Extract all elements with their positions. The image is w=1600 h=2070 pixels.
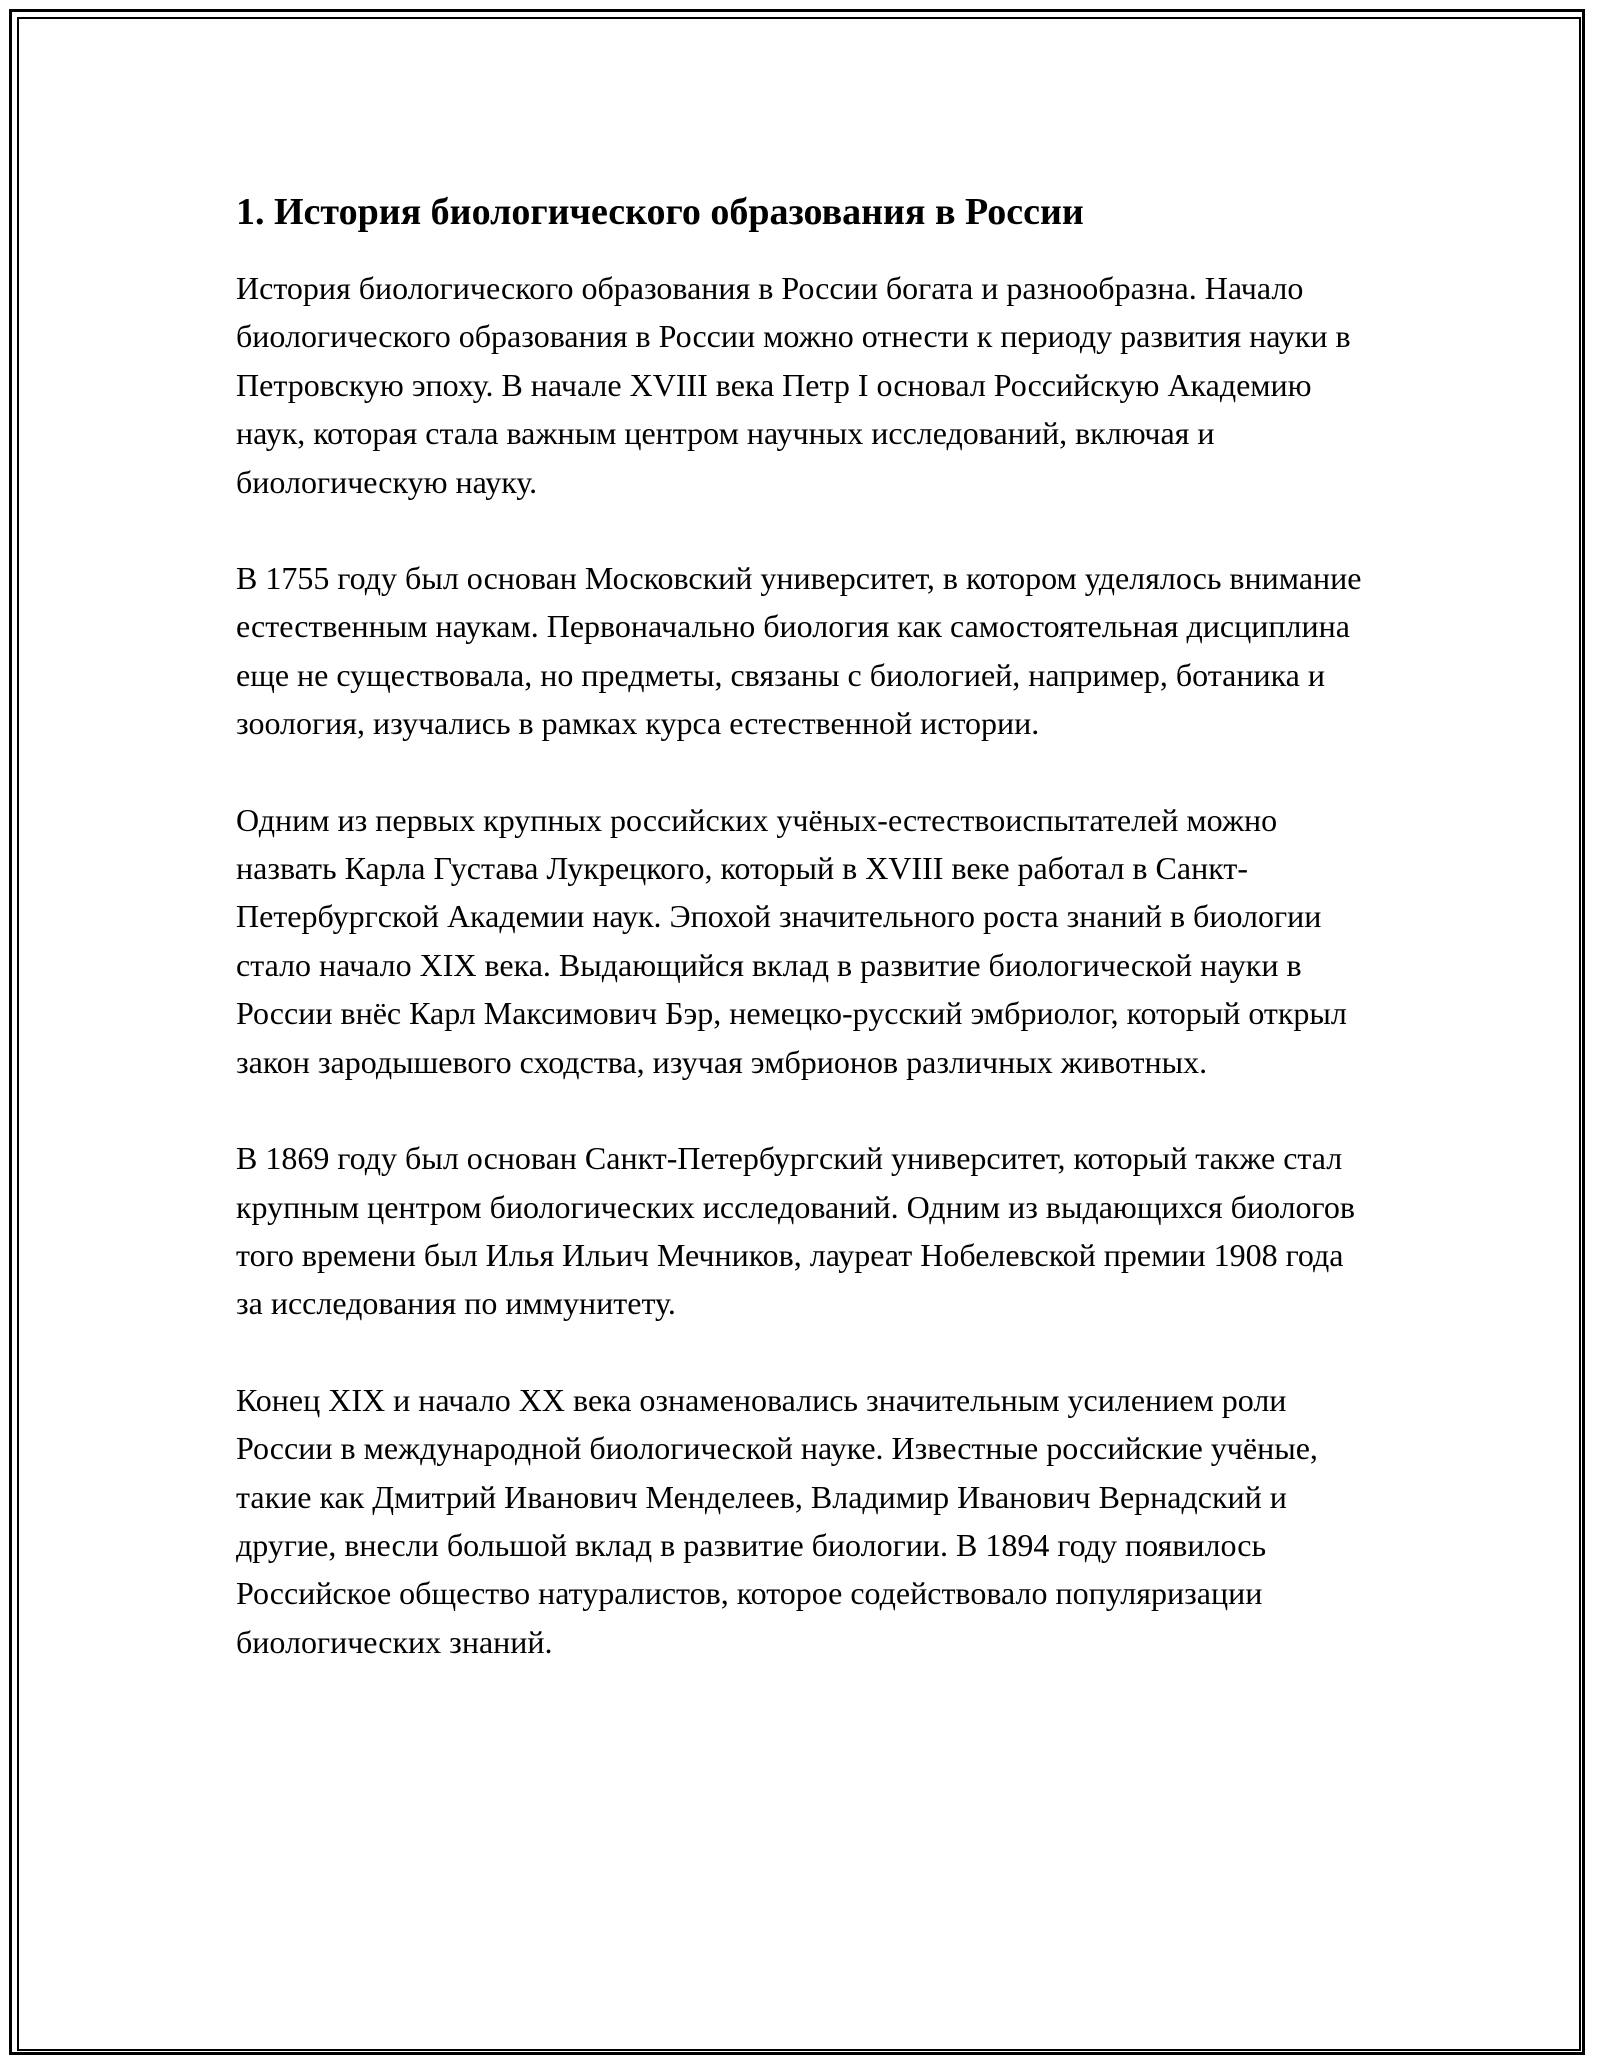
paragraph-4: В 1869 году был основан Санкт-Петербургский университет, который также стал крупным центром биологических исследований. Одним из выдающихся биологов того времени был Илья Ильич Мечников, лауреат Нобелевской премии 1908 года за исследования по иммунитету. bbox=[236, 1140, 1355, 1322]
paragraph-2: В 1755 году был основан Московский университет, в котором уделялось внимание естественным наукам. Первоначально биология как самостоятельная дисциплина еще не существовала, но предметы, связаны с биологией, например, ботаника и зоология, изучались в рамках курса естественной истории. bbox=[236, 560, 1362, 742]
document-body bbox=[236, 186, 1376, 1714]
paragraph-1: История биологического образования в России богата и разнообразна. Начало биологического образования в России можно отнести к периоду развития науки в Петровскую эпоху. В начале XVIII века Петр I основал Российскую Академию наук, которая стала важным центром научных исследований, включая и биологическую науку. bbox=[236, 270, 1351, 500]
paragraph-5: Конец XIX и начало XX века ознаменовались значительным усилением роли России в международной биологической науке. Известные российские учёные, такие как Дмитрий Иванович Менделеев, Владимир Иванович Вернадский и другие, внесли большой вклад в развитие биологии. В 1894 году появилось Российское общество натуралистов, которое содействовало популяризации биологических знаний. bbox=[236, 1381, 1318, 1660]
section-heading: 1. История биологического образования в России bbox=[236, 191, 1084, 233]
paragraph-3: Одним из первых крупных российских учёных-естествоиспытателей можно назвать Карла Густава Лукрецкого, который в XVIII веке работал в Санкт-Петербургской Академии наук. Эпохой значительного роста знаний в биологии стало начало XIX века. Выдающийся вклад в развитие биологической науки в России внёс Карл Максимович Бэр, немецко-русский эмбриолог, который открыл закон зародышевого сходства, изучая эмбрионов различных животных. bbox=[236, 801, 1347, 1080]
